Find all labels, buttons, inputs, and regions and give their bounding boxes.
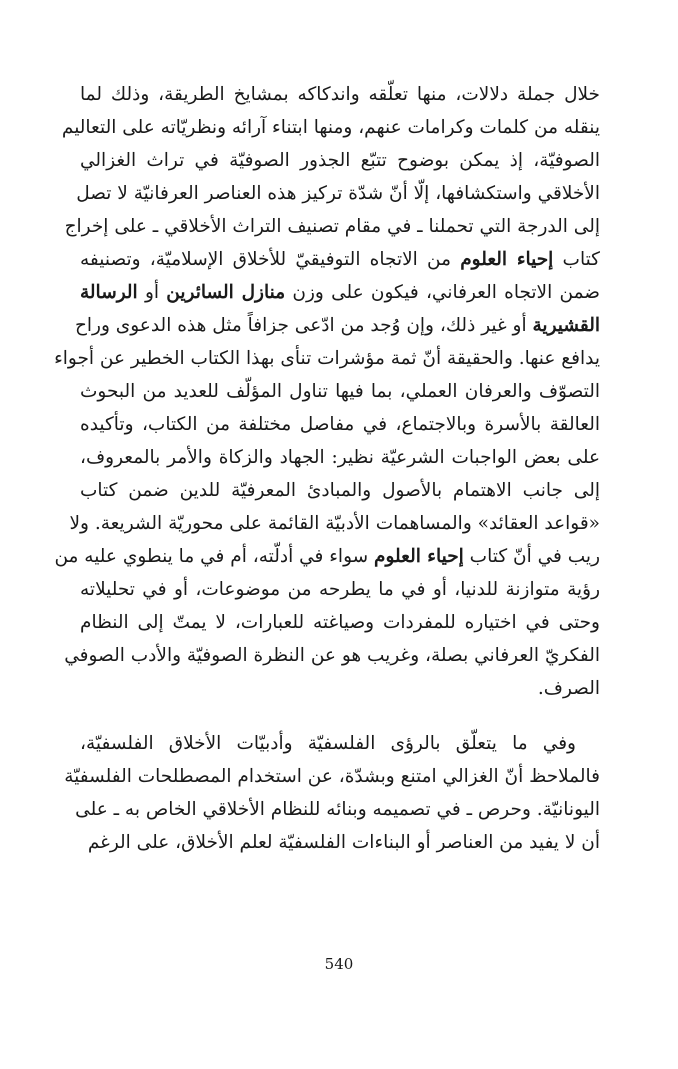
text-run: ضمن الاتجاه العرفاني، فيكون على وزن <box>285 282 600 303</box>
text-run: سواء في أدلّته، أم في ما ينطوي عليه من <box>54 546 375 567</box>
text-line <box>80 375 600 408</box>
text-run: إلى جانب الاهتمام بالأصول والمبادئ المعرفيّة للدين ضمن كتاب <box>80 480 600 501</box>
text-run: أن لا يفيد من العناصر أو البناءات الفلسفيّة لعلم الأخلاق، على الرغم <box>87 832 600 853</box>
text-run: ينقله من كلمات وكرامات عنهم، ومنها ابتناء آرائه ونظريّاته على التعاليم <box>61 117 600 138</box>
text-run: خلال جملة دلالات، منها تعلّقه واندكاكه بمشايخ الطريقة، وذلك لما <box>80 84 600 105</box>
text-run: اليونانيّة. وحرص ـ في تصميمه وبنائه للنظام الأخلاقي الخاص به ـ على <box>75 799 600 820</box>
text-run: التصوّف والعرفان العملي، بما فيها تناول المؤلّف للعديد من البحوث <box>80 381 600 402</box>
page-number: 540 <box>324 955 354 973</box>
paragraph-2 <box>64 727 600 859</box>
text-line <box>64 639 600 672</box>
text-line <box>80 826 600 859</box>
text-line <box>54 342 600 375</box>
page-body <box>54 78 600 859</box>
text-line <box>80 441 600 474</box>
text-line <box>74 309 600 342</box>
text-run: على بعض الواجبات الشرعيّة نظير: الجهاد والزكاة والأمر بالمعروف، <box>80 447 600 468</box>
text-run: وفي ما يتعلّق بالرؤى الفلسفيّة وأدبيّات الأخلاق الفلسفيّة، <box>80 733 576 754</box>
bold-title-text: إحياء العلوم <box>374 546 464 567</box>
text-run: الصوفيّة، إذ يمكن بوضوح تتبّع الجذور الصوفيّة في تراث الغزالي <box>80 150 600 171</box>
text-line <box>76 177 600 210</box>
text-line <box>64 760 600 793</box>
text-run: رؤية متوازنة للدنيا، أو في ما يطرحه من موضوعات، أو في تحليلاته <box>80 579 600 600</box>
text-line <box>69 507 600 540</box>
text-line <box>80 144 600 177</box>
text-run: يدافع عنها. والحقيقة أنّ ثمة مؤشرات تنأى بهذا الكتاب الخطير عن أجواء <box>54 348 600 369</box>
text-line <box>80 474 600 507</box>
text-run: الأخلاقي واستكشافها، إلّا أنّ شدّة تركيز هذه العناصر العرفانيّة لا تصل <box>76 183 600 204</box>
text-run: العالقة بالأسرة وبالاجتماع، في مفاصل مختلفة من الكتاب، وتأكيده <box>80 414 600 435</box>
text-run: فالملاحظ أنّ الغزالي امتنع وبشدّة، عن استخدام المصطلحات الفلسفيّة <box>64 766 600 787</box>
text-run: الفكريّ العرفاني بصلة، وغريب هو عن النظرة الصوفيّة والأدب الصوفي <box>64 645 600 666</box>
text-run: وحتى في اختياره للمفردات وصياغته للعبارات، لا يمتّ إلى النظام <box>80 612 600 633</box>
text-run: «قواعد العقائد» والمساهمات الأدبيّة القائمة على محوريّة الشريعة. ولا <box>69 513 600 534</box>
text-line <box>80 573 600 606</box>
bold-title-text: منازل السائرين <box>166 282 286 303</box>
text-line <box>80 606 600 639</box>
text-run: من الاتجاه التوفيقيّ للأخلاق الإسلاميّة، وتصنيفه <box>80 249 461 270</box>
text-run: أو <box>137 282 167 303</box>
text-run: ريب في أنّ كتاب <box>463 546 600 567</box>
text-line <box>61 111 600 144</box>
text-line <box>80 276 600 309</box>
text-line <box>80 727 600 760</box>
text-line <box>80 243 600 276</box>
text-line <box>80 408 600 441</box>
bold-title-text: إحياء العلوم <box>460 249 554 270</box>
text-run: الصرف. <box>537 678 600 699</box>
paragraph-1 <box>54 78 600 705</box>
bold-title-text: القشيرية <box>532 315 600 336</box>
text-run: أو غير ذلك، وإن وُجد من ادّعى جزافاً مثل هذه الدعوى وراح <box>74 315 533 336</box>
text-line <box>54 540 600 573</box>
text-line <box>80 78 600 111</box>
text-line <box>80 672 600 705</box>
text-line <box>64 210 600 243</box>
text-line <box>75 793 600 826</box>
text-run: إلى الدرجة التي تحملنا ـ في مقام تصنيف التراث الأخلاقي ـ على إخراج <box>64 216 600 237</box>
text-run: كتاب <box>553 249 600 270</box>
bold-title-text: الرسالة <box>80 282 138 303</box>
